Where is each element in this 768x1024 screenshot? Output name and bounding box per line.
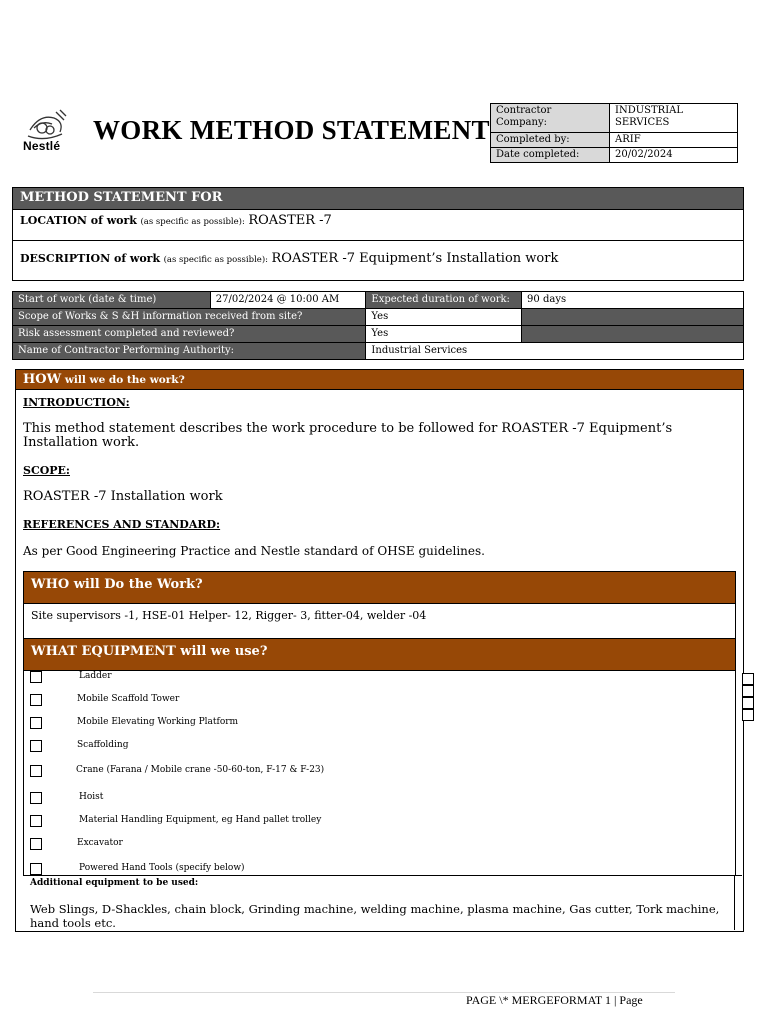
equipment-checkbox[interactable]	[30, 671, 42, 683]
description-value: ROASTER -7 Equipment’s Installation work	[271, 251, 559, 266]
equipment-checkbox[interactable]	[30, 792, 42, 804]
who-section	[23, 571, 736, 640]
start-label: Start of work (date & time)	[13, 292, 211, 309]
equipment-checkbox[interactable]	[30, 815, 42, 827]
references-heading: REFERENCES AND STANDARD:	[23, 518, 221, 531]
equipment-checkbox[interactable]	[30, 765, 42, 777]
duration-value: 90 days	[522, 292, 744, 309]
info-value: 20/02/2024	[610, 148, 738, 163]
info-value: ARIF	[610, 133, 738, 148]
references-text: As per Good Engineering Practice and Nestle standard of OHSE guidelines.	[23, 544, 485, 558]
equipment-section	[23, 638, 736, 876]
who-text: Site supervisors -1, HSE-01 Helper- 12, Rigger- 3, fitter-04, welder -04	[31, 609, 427, 622]
equipment-item: Ladder	[79, 671, 112, 681]
equipment-item: Material Handling Equipment, eg Hand pallet trolley	[79, 815, 322, 825]
start-value: 27/02/2024 @ 10:00 AM	[210, 292, 366, 309]
work-details-table	[12, 291, 744, 360]
info-value: INDUSTRIAL SERVICES	[610, 104, 738, 133]
contractor-label: Name of Contractor Performing Authority:	[13, 343, 366, 360]
risk-value: Yes	[366, 326, 522, 343]
introduction-text: This method statement describes the work procedure to be followed for ROASTER -7 Equipment’s Installation work.	[23, 421, 673, 450]
location-label: LOCATION of work	[20, 214, 137, 227]
equipment-item: Scaffolding	[77, 740, 129, 750]
method-statement-heading: METHOD STATEMENT FOR	[13, 188, 743, 209]
equipment-item: Hoist	[79, 792, 104, 802]
scope-heading: SCOPE:	[23, 464, 70, 477]
description-label: DESCRIPTION of work	[20, 252, 161, 265]
side-checkbox[interactable]	[742, 673, 754, 685]
logo-wordmark: Nestlé	[23, 139, 61, 153]
page-title: WORK METHOD STATEMENT	[93, 115, 490, 145]
location-row	[13, 209, 743, 240]
risk-label: Risk assessment completed and reviewed?	[13, 326, 366, 343]
info-label: Date completed:	[491, 148, 610, 163]
additional-equipment-label: Additional equipment to be used:	[30, 878, 199, 888]
equipment-item: Crane (Farana / Mobile crane -50-60-ton, F-17 & F-23)	[76, 765, 325, 775]
equipment-item: Powered Hand Tools (specify below)	[79, 863, 245, 873]
info-label: Contractor Company:	[491, 104, 610, 133]
description-row	[13, 240, 743, 280]
how-heading	[16, 370, 743, 390]
equipment-item: Mobile Elevating Working Platform	[77, 717, 239, 727]
side-checkbox[interactable]	[742, 685, 754, 697]
equipment-checkbox[interactable]	[30, 863, 42, 875]
additional-equipment-box	[23, 875, 742, 930]
scope-label: Scope of Works & S &H information received from site?	[13, 309, 366, 326]
scope-text: ROASTER -7 Installation work	[23, 489, 223, 504]
side-checkbox[interactable]	[742, 709, 754, 721]
description-hint: (as specific as possible):	[163, 255, 269, 265]
equipment-checkbox[interactable]	[30, 717, 42, 729]
side-checkbox[interactable]	[742, 697, 754, 709]
introduction-heading: INTRODUCTION:	[23, 396, 130, 409]
who-heading: WHO will Do the Work?	[24, 572, 735, 604]
contractor-value: Industrial Services	[366, 343, 744, 360]
how-heading-big: HOW	[23, 372, 62, 387]
equipment-checkbox[interactable]	[30, 694, 42, 706]
equipment-item: Excavator	[77, 838, 123, 848]
scope-empty	[522, 309, 744, 326]
info-label: Completed by:	[491, 133, 610, 148]
how-heading-rest: will we do the work?	[64, 374, 185, 386]
additional-equipment-text: Web Slings, D-Shackles, chain block, Grinding machine, welding machine, plasma machine, Gas cutter, Tork machine, hand tools etc.	[30, 902, 720, 930]
equipment-checkbox[interactable]	[30, 838, 42, 850]
equipment-checkbox[interactable]	[30, 740, 42, 752]
location-value: ROASTER -7	[248, 213, 332, 228]
method-statement-box	[12, 187, 744, 281]
equipment-heading: WHAT EQUIPMENT will we use?	[24, 639, 735, 671]
equipment-item: Mobile Scaffold Tower	[77, 694, 180, 704]
page-footer: PAGE \* MERGEFORMAT 1 | Page	[466, 993, 643, 1007]
scope-value: Yes	[366, 309, 522, 326]
duration-label: Expected duration of work:	[366, 292, 522, 309]
risk-empty	[522, 326, 744, 343]
contractor-info-table	[490, 103, 738, 163]
location-hint: (as specific as possible):	[140, 217, 245, 227]
